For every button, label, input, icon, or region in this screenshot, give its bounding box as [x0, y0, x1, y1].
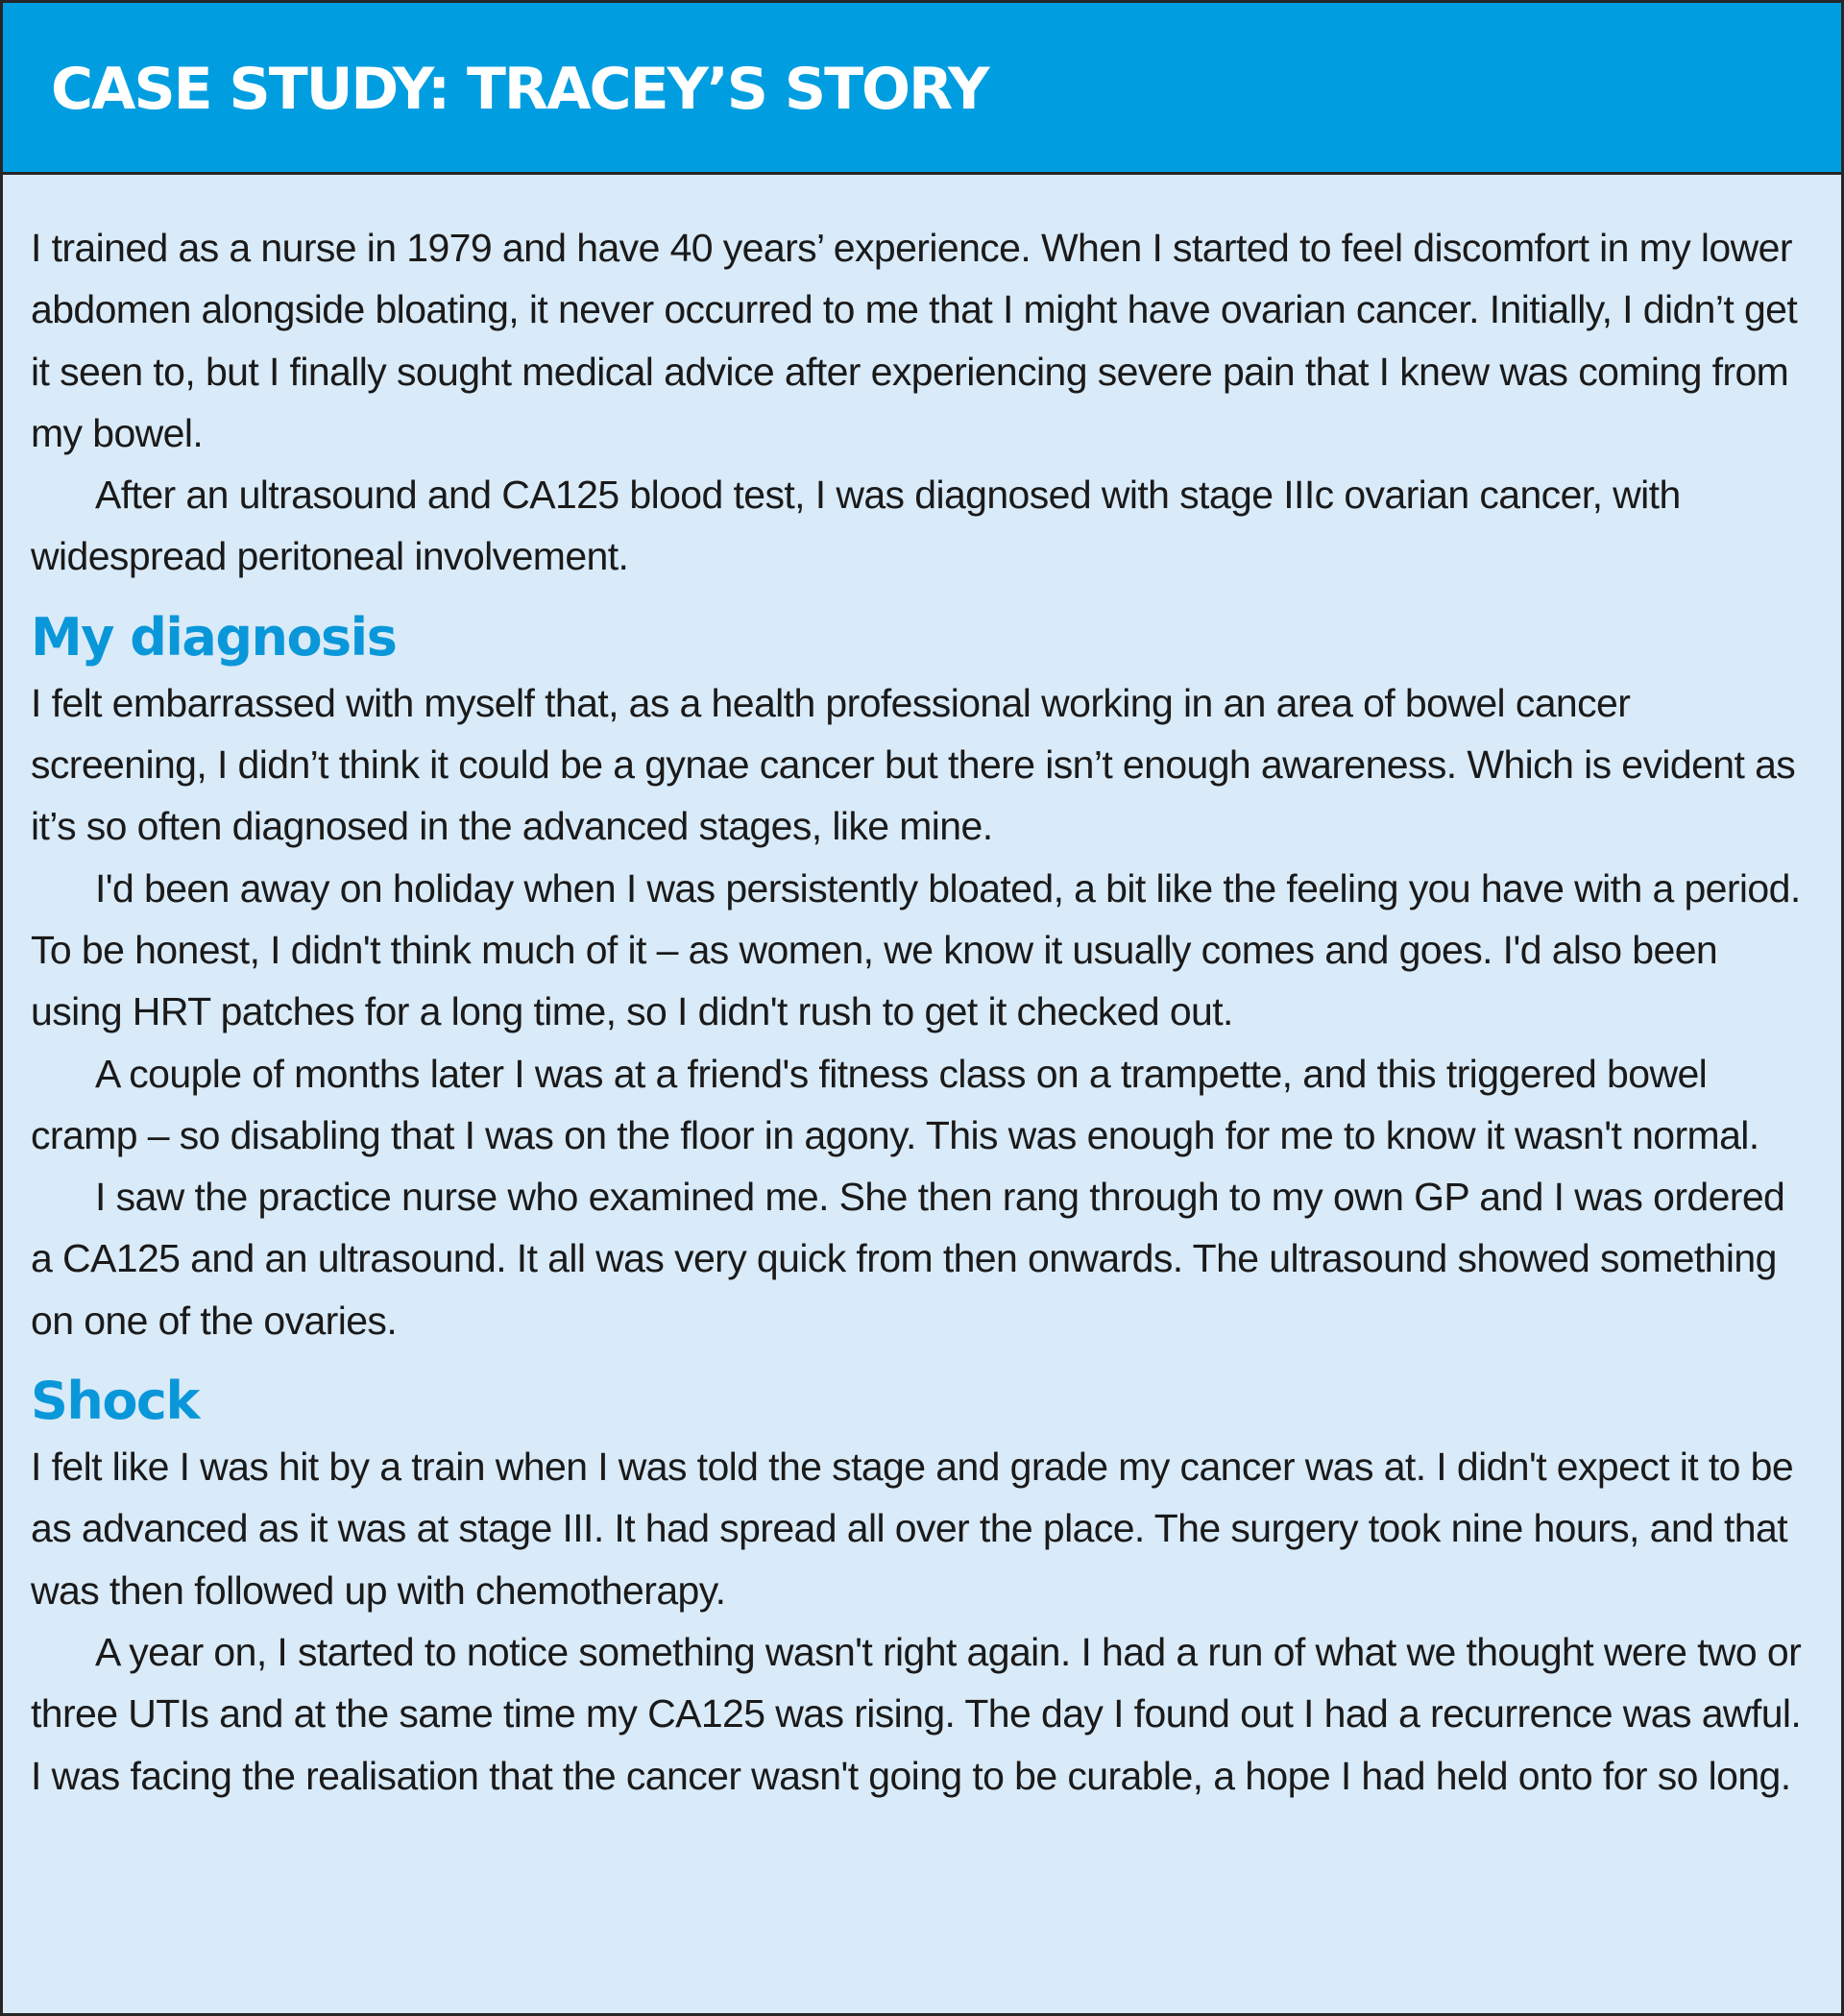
case-study-header	[3, 3, 1841, 175]
intro-paragraph: After an ultrasound and CA125 blood test, I was diagnosed with stage IIIc ovarian cancer, with widespread peritoneal involvement.	[31, 473, 1681, 579]
diagnosis-paragraph: I'd been away on holiday when I was persistently bloated, a bit like the feeling you have with a period. To be honest, I didn't think much of it – as women, we know it usually comes and goes. I'd also been using HRT patches for a long time, so I didn't rush to get it checked out.	[31, 865, 1801, 1034]
section-heading-shock: Shock	[31, 1371, 199, 1432]
diagnosis-paragraph: A couple of months later I was at a friend's fitness class on a trampette, and this triggered bowel cramp – so disabling that I was on the floor in agony. This was enough for me to know it wasn't normal.	[31, 1051, 1759, 1157]
shock-paragraph: A year on, I started to notice something wasn't right again. I had a run of what we thought were two or three UTIs and at the same time my CA125 was rising. The day I found out I had a recurrence was awful. I was facing the realisation that the cancer wasn't going to be curable, a hope I had held onto for so long.	[31, 1629, 1802, 1798]
case-study-title: CASE STUDY: TRACEY’S STORY	[51, 56, 988, 123]
case-study-body	[3, 175, 1841, 1807]
diagnosis-paragraph: I felt embarrassed with myself that, as a health professional working in an area of bowel cancer screening, I didn’t think it could be a gynae cancer but there isn’t enough awareness. Which is evident as it’s so often diagnosed in the advanced stages, like mine.	[31, 680, 1796, 849]
diagnosis-paragraph: I saw the practice nurse who examined me. She then rang through to my own GP and I was ordered a CA125 and an ultrasound. It all was very quick from then onwards. The ultrasound showed something on one of the ovaries.	[31, 1175, 1785, 1343]
section-heading-my-diagnosis: My diagnosis	[31, 606, 397, 668]
shock-paragraph: I felt like I was hit by a train when I was told the stage and grade my cancer was at. I didn't expect it to be as advanced as it was at stage III. It had spread all over the place. The surgery took nine hours, and that was then followed up with chemotherapy.	[31, 1445, 1794, 1613]
intro-paragraph: I trained as a nurse in 1979 and have 40 years’ experience. When I started to feel discomfort in my lower abdomen alongside bloating, it never occurred to me that I might have ovarian cancer. Initially, I didn’t get it seen to, but I finally sought medical advice after experiencing severe pain that I knew was coming from my bowel.	[31, 226, 1798, 455]
